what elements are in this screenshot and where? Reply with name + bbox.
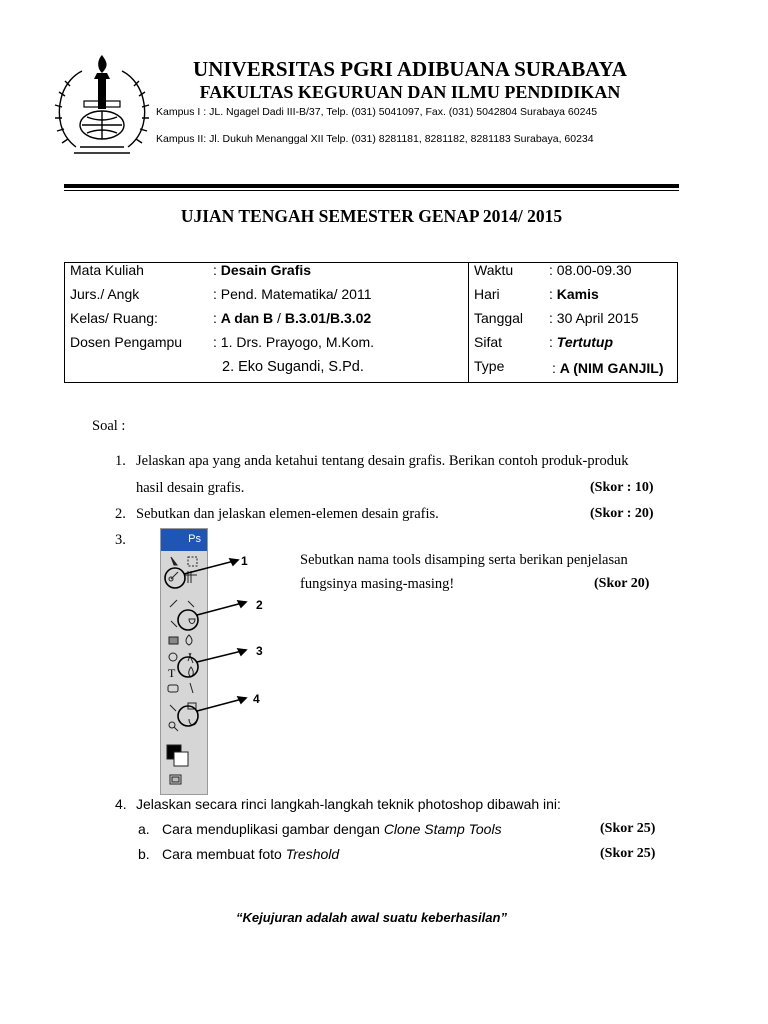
callout-label-3: 3 xyxy=(256,644,263,658)
university-name: UNIVERSITAS PGRI ADIBUANA SURABAYA xyxy=(193,57,627,81)
q1-text-line1: Jelaskan apa yang anda ketahui tentang desain grafis. Berikan contoh produk-produk xyxy=(136,453,629,469)
exam-info-divider xyxy=(468,262,469,383)
value-hari: : Kamis xyxy=(549,286,599,302)
campus1-address: Kampus I : JL. Ngagel Dadi III-B/37, Telp. (031) 5041097, Fax. (031) 5042804 Surabaya 60245 xyxy=(156,106,598,118)
closing-quote: “Kejujuran adalah awal suatu keberhasilan” xyxy=(236,910,507,925)
q3-score: (Skor 20) xyxy=(594,576,650,591)
q4b-text: Cara membuat foto Treshold xyxy=(162,846,340,862)
campus2-address: Kampus II: Jl. Dukuh Menanggal XII Telp. (031) 8281181, 8281182, 8281183 Surabaya, 60234 xyxy=(156,133,594,145)
q3-text-line2: fungsinya masing-masing! xyxy=(300,576,455,592)
callout-circle-1 xyxy=(165,568,185,588)
value-sifat: : Tertutup xyxy=(549,334,614,350)
soal-label: Soal : xyxy=(92,418,126,434)
callout-circle-4 xyxy=(178,706,198,726)
callout-circle-2 xyxy=(178,610,198,630)
label-waktu: Waktu xyxy=(474,262,514,278)
toolbox-ps-label: Ps xyxy=(188,533,201,545)
callout-label-2: 2 xyxy=(256,598,263,612)
label-hari: Hari xyxy=(474,286,500,302)
q2-text: Sebutkan dan jelaskan elemen-elemen desain grafis. xyxy=(136,506,439,522)
callout-arrows xyxy=(150,540,280,730)
label-sifat: Sifat xyxy=(474,334,503,350)
callout-line-1 xyxy=(184,560,238,574)
header-rule-thick xyxy=(64,184,679,188)
value-dosen-2: 2. Eko Sugandi, S.Pd. xyxy=(222,359,364,375)
value-tanggal: : 30 April 2015 xyxy=(549,310,639,326)
exam-title: UJIAN TENGAH SEMESTER GENAP 2014/ 2015 xyxy=(180,206,563,226)
value-mata-kuliah: : Desain Grafis xyxy=(213,262,312,278)
callout-circle-3 xyxy=(178,657,198,677)
header-rule-thin xyxy=(64,190,679,191)
label-kelas: Kelas/ Ruang: xyxy=(70,310,158,326)
value-type: : A (NIM GANJIL) xyxy=(552,360,664,376)
q4b-letter: b. xyxy=(138,846,150,862)
faculty-name: FAKULTAS KEGURUAN DAN ILMU PENDIDIKAN xyxy=(199,82,621,102)
q2-score: (Skor : 20) xyxy=(590,506,654,521)
callout-label-1: 1 xyxy=(241,554,248,568)
svg-text:T: T xyxy=(168,666,176,680)
label-mata-kuliah: Mata Kuliah xyxy=(70,262,144,278)
value-jurusan: : Pend. Matematika/ 2011 xyxy=(213,286,372,302)
callout-label-4: 4 xyxy=(253,692,260,706)
q4-text: Jelaskan secara rinci langkah-langkah teknik photoshop dibawah ini: xyxy=(136,796,561,812)
value-kelas: : A dan B / B.3.01/B.3.02 xyxy=(213,310,372,326)
q1-number: 1. xyxy=(115,453,126,469)
label-type: Type xyxy=(474,358,505,374)
label-tanggal: Tanggal xyxy=(474,310,524,326)
q4a-text: Cara menduplikasi gambar dengan Clone Stamp Tools xyxy=(162,821,502,837)
q2-number: 2. xyxy=(115,506,126,522)
q4b-score: (Skor 25) xyxy=(600,846,656,861)
label-dosen: Dosen Pengampu xyxy=(70,334,183,350)
q1-score: (Skor : 10) xyxy=(590,480,654,495)
label-jurusan: Jurs./ Angk xyxy=(70,286,140,302)
q3-text-line1: Sebutkan nama tools disamping serta berikan penjelasan xyxy=(300,552,628,568)
q4a-score: (Skor 25) xyxy=(600,821,656,836)
university-logo xyxy=(54,55,150,157)
q4-number: 4. xyxy=(115,796,127,812)
q3-number: 3. xyxy=(115,532,126,548)
q1-text-line2: hasil desain grafis. xyxy=(136,480,245,496)
value-waktu: : 08.00-09.30 xyxy=(549,262,632,278)
value-dosen-1: : 1. Drs. Prayogo, M.Kom. xyxy=(213,334,375,350)
q4a-letter: a. xyxy=(138,821,150,837)
